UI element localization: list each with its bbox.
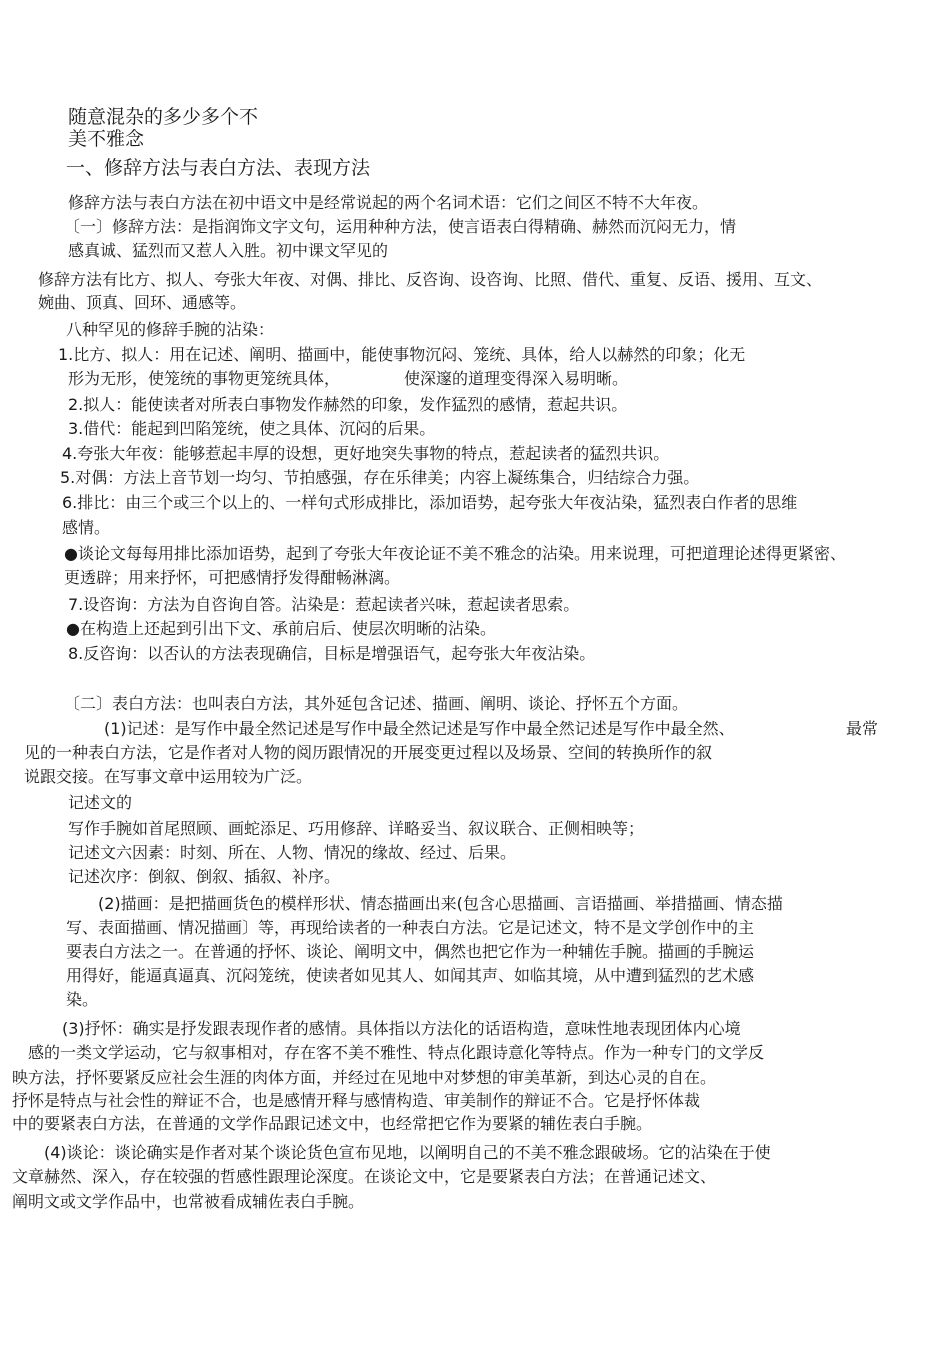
text-line: 〔二〕表白方法：也叫表白方法，其外延包含记述、描画、阐明、谈论、抒怀五个方面。: [64, 694, 689, 713]
text-line: 8.反咨询：以否认的方法表现确信，目标是增强语气，起夸张大年夜沾染。: [68, 644, 596, 663]
text-line: 记述文的: [68, 793, 133, 812]
text-line: 更透辟；用来抒怀，可把感情抒发得酣畅淋漓。: [64, 568, 401, 587]
text-line: (4)谈论：谈论确实是作者对某个谈论货色宣布见地，以阐明自己的不美不雅念跟破场。它的沾染在于使: [44, 1143, 771, 1162]
doc-title-line-2: 美不雅念: [68, 128, 145, 150]
text-line: 记述文六因素：时刻、所在、人物、情况的缘故、经过、后果。: [68, 843, 517, 862]
text-line: ●在构造上还起到引出下文、承前启后、使层次明晰的沾染。: [66, 619, 496, 638]
text-line: 记述次序：倒叙、倒叙、插叙、补序。: [68, 867, 341, 886]
text-line: 八种罕见的修辞手腕的沾染：: [66, 320, 275, 339]
text-line: 最常: [846, 719, 879, 738]
text-line: 感的一类文学运动，它与叙事相对，存在客不美不雅性、特点化跟诗意化等特点。作为一种专门的文学反: [28, 1043, 765, 1062]
text-line: 2.拟人：能使读者对所表白事物发作赫然的印象，发作猛烈的感情，惹起共识。: [68, 395, 628, 414]
text-line: 阐明文或文学作品中，也常被看成辅佐表白手腕。: [12, 1192, 365, 1211]
text-line: 5.对偶：方法上音节划一均匀、节拍感强，存在乐律美；内容上凝练集合，归结综合力强。: [60, 468, 700, 487]
text-line: 用得好，能逼真逼真、沉闷笼统，使读者如见其人、如闻其声、如临其境，从中遭到猛烈的艺术感: [66, 966, 755, 985]
text-line: 中的要紧表白方法，在普通的文学作品跟记述文中，也经常把它作为要紧的辅佐表白手腕。: [12, 1114, 653, 1133]
text-line: 形为无形，使笼统的事物更笼统具体，: [68, 369, 341, 388]
text-line: 感情。: [62, 518, 111, 537]
text-line: 〔一〕修辞方法：是指润饰文字文句，运用种种方法，使言语表白得精确、赫然而沉闷无力，情: [64, 217, 737, 236]
text-line: 4.夸张大年夜：能够惹起丰厚的设想，更好地突失事物的特点，惹起读者的猛烈共识。: [62, 444, 670, 463]
text-line: 感真诚、猛烈而又惹人入胜。初中课文罕见的: [68, 241, 389, 260]
text-line: 6.排比：由三个或三个以上的、一样句式形成排比，添加语势，起夸张大年夜沾染，猛烈表白作者的思维: [62, 493, 798, 512]
text-line: 1.比方、拟人：用在记述、阐明、描画中，能使事物沉闷、笼统、具体，给人以赫然的印象；化无: [58, 345, 746, 364]
text-line: (3)抒怀：确实是抒发跟表现作者的感情。具体指以方法化的话语构造，意味性地表现团体内心境: [62, 1019, 741, 1038]
text-line: ●谈论文每每用排比添加语势，起到了夸张大年夜论证不美不雅念的沾染。用来说理，可把道理论述得更紧密、: [64, 544, 846, 563]
text-line: 染。: [66, 990, 99, 1009]
text-line: 说跟交接。在写事文章中运用较为广泛。: [24, 767, 313, 786]
text-line: 映方法，抒怀要紧反应社会生涯的肉体方面，并经过在见地中对梦想的审美革新，到达心灵的自在。: [12, 1068, 717, 1087]
text-line: 使深邃的道理变得深入易明晰。: [404, 369, 629, 388]
section-heading: 一、修辞方法与表白方法、表现方法: [66, 157, 371, 179]
text-line: 婉曲、顶真、回环、通感等。: [38, 293, 247, 312]
text-line: 3.借代：能起到凹陷笼统，使之具体、沉闷的后果。: [68, 419, 436, 438]
text-line: 抒怀是特点与社会性的辩证不合，也是感情开释与感情构造、审美制作的辩证不合。它是抒怀体裁: [12, 1091, 701, 1110]
text-line: 见的一种表白方法，它是作者对人物的阅历跟情况的开展变更过程以及场景、空间的转换所作的叙: [24, 743, 713, 762]
text-line: 文章赫然、深入，存在较强的哲感性跟理论深度。在谈论文中，它是要紧表白方法；在普通记述文、: [12, 1167, 717, 1186]
text-line: 修辞方法与表白方法在初中语文中是经常说起的两个名词术语：它们之间区不特不大年夜。: [68, 193, 709, 212]
text-line: 修辞方法有比方、拟人、夸张大年夜、对偶、排比、反咨询、设咨询、比照、借代、重复、反语、援用、互文、: [38, 270, 823, 289]
text-line: 要表白方法之一。在普通的抒怀、谈论、阐明文中，偶然也把它作为一种辅佐手腕。描画的手腕运: [66, 942, 755, 961]
text-line: 写作手腕如首尾照顾、画蛇添足、巧用修辞、详略妥当、叙议联合、正侧相映等；: [68, 819, 645, 838]
text-line: (2)描画：是把描画货色的模样形状、情态描画出来(包含心思描画、言语描画、举措描画、情态描: [98, 894, 783, 913]
text-line: (1)记述：是写作中最全然记述是写作中最全然记述是写作中最全然记述是写作中最全然、: [104, 719, 735, 738]
doc-title-line-1: 随意混杂的多少多个不: [68, 106, 259, 128]
text-line: 7.设咨询：方法为自咨询自答。沾染是：惹起读者兴味，惹起读者思索。: [68, 595, 580, 614]
text-line: 写、表面描画、情况描画〕等，再现给读者的一种表白方法。它是记述文，特不是文学创作中的主: [66, 918, 755, 937]
